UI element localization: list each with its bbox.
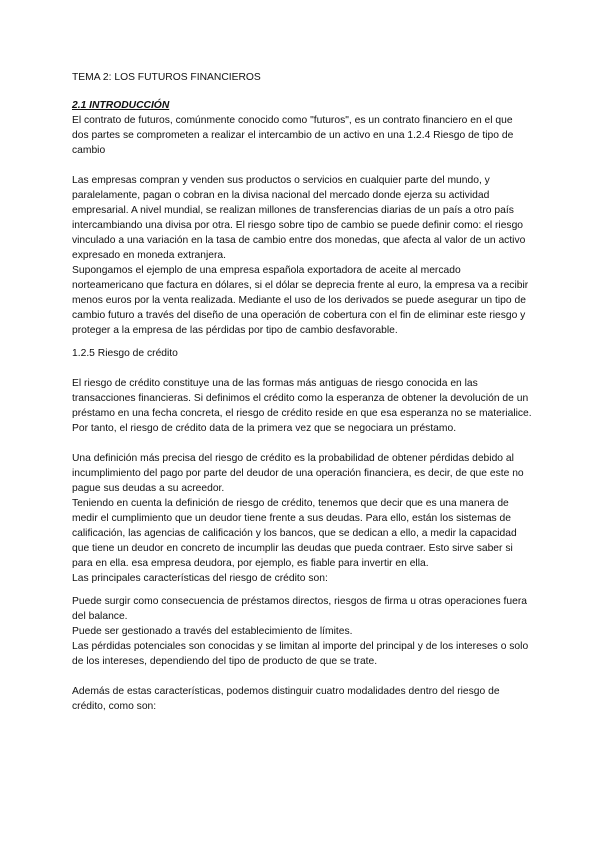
document-page [72,70,532,714]
credit-characteristic-3: Las pérdidas potenciales son conocidas y se limitan al importe del principal y de los intereses o solo de los intereses, dependiendo del tipo de producto de que se trate. [72,641,529,667]
credit-characteristic-1: Puede surgir como consecuencia de préstamos directos, riesgos de firma u otras operaciones fuera del balance. [72,596,528,622]
exchange-risk-paragraph-2: Supongamos el ejemplo de una empresa española exportadora de aceite al mercado norteamericano que factura en dólares, si el dólar se deprecia frente al euro, la empresa va a recibir menos euros por la venta realizada. Mediante el uso de los derivados se puede asegurar un tipo de cambio futuro a través del diseño de una operación de cobertura con el fin de eliminar este riesgo y proteger a la empresa de las pérdidas por tipo de cambio desfavorable. [72,265,529,336]
document-title: TEMA 2: LOS FUTUROS FINANCIEROS [72,72,261,83]
paragraph-spacer [72,586,532,594]
credit-risk-paragraph-3: Teniendo en cuenta la definición de riesgo de crédito, tenemos que decir que es una manera de medir el cumplimiento que un deudor tiene frente a sus deudas. Para ello, están los sistemas de calificación, las agencias de calificación y los bancos, que se dedican a ello, a medir la capacidad que tiene un deudor en concreto de incumplir las deudas que pueda contraer. Esto sirve saber si para en ella. esa empresa deudora, por ejemplo, es fiable para invertir en ella. [72,498,517,569]
paragraph-spacer [72,158,532,173]
credit-risk-subheading: 1.2.5 Riesgo de crédito [72,348,178,359]
credit-risk-paragraph-2: Una definición más precisa del riesgo de crédito es la probabilidad de obtener pérdidas debido al incumplimiento del pago por parte del deudor de una operación financiera, es decir, de que este no pague sus deudas a su acreedor. [72,453,524,494]
paragraph-spacer [72,669,532,684]
paragraph-spacer [72,338,532,346]
intro-paragraph: El contrato de futuros, comúnmente conocido como "futuros", es un contrato financiero en el que dos partes se comprometen a realizar el intercambio de un activo en una 1.2.4 Riesgo de tipo de cambio [72,115,514,156]
paragraph-spacer [72,361,532,376]
credit-risk-paragraph-4: Las principales características del riesgo de crédito son: [72,573,328,584]
paragraph-spacer [72,436,532,451]
credit-risk-paragraph-1: El riesgo de crédito constituye una de las formas más antiguas de riesgo conocida en las transacciones financieras. Si definimos el crédito como la esperanza de obtener la devolución de un préstamo en una fecha concreta, el riesgo de crédito reside en que esa esperanza no se materialice. Por tanto, el riesgo de crédito data de la primera vez que se negociara un préstamo. [72,378,532,434]
section-heading-introduccion: 2.1 INTRODUCCIÓN [72,100,170,111]
credit-characteristic-2: Puede ser gestionado a través del establecimiento de límites. [72,626,353,637]
closing-paragraph: Además de estas características, podemos distinguir cuatro modalidades dentro del riesgo de crédito, como son: [72,686,500,712]
exchange-risk-paragraph-1: Las empresas compran y venden sus productos o servicios en cualquier parte del mundo, y paralelamente, pagan o cobran en la divisa nacional del mercado donde ejerza su actividad empresarial. A nivel mundial, se realizan millones de transferencias diarias de un país a otro país intercambiando una divisa por otra. El riesgo sobre tipo de cambio se puede definir como: el riesgo vinculado a una variación en la tasa de cambio entre dos monedas, que afecta al valor de un activo expresado en moneda extranjera. [72,175,526,261]
